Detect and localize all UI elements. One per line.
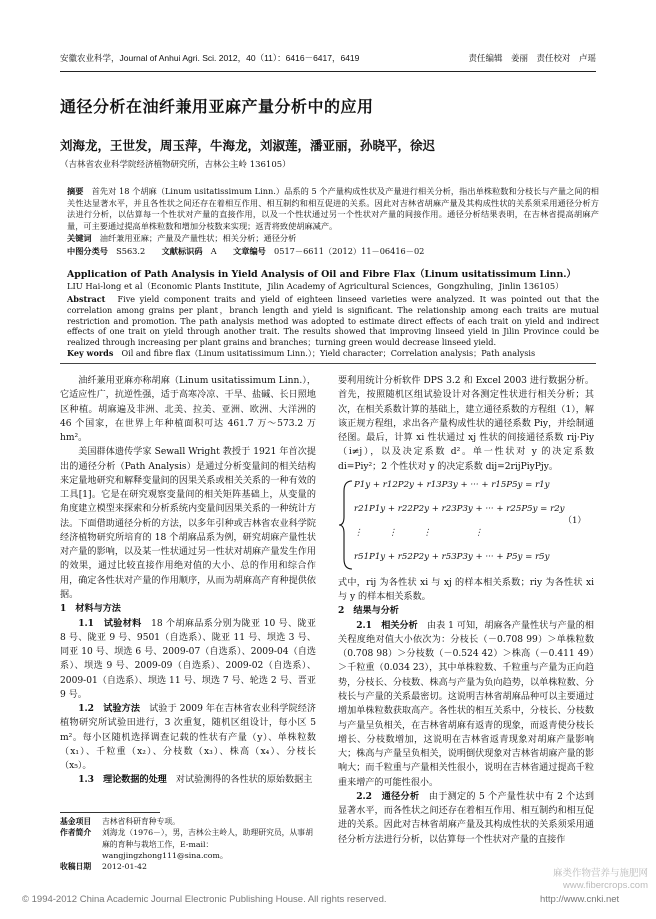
keywords-cn-label: 关键词 xyxy=(67,233,92,243)
received-date: 2012-01-42 xyxy=(102,862,147,872)
equation-row-2: r21P1y + r22P2y + r23P3y + ··· + r25P5y = r2y xyxy=(354,503,565,514)
footnote xyxy=(60,816,320,872)
section-1-3-heading: 1.3 理论数据的处理 xyxy=(78,774,167,786)
abstract-cn xyxy=(67,186,599,233)
copyright-notice: © 1994-2012 China Academic Journal Electronic Publishing House. All rights reserved. xyxy=(22,894,387,905)
article-number-label: 文章编号 xyxy=(233,246,266,256)
section-2-2 xyxy=(338,790,594,847)
section-1-3-text: 对试验测得的各性状的原始数据主 xyxy=(175,775,313,786)
equation-row-5: r51P1y + r52P2y + r53P3y + ··· + P5y = r5y xyxy=(354,551,550,562)
article-title: 通径分析在油纤兼用亚麻产量分析中的应用 xyxy=(60,97,374,116)
section-1-2 xyxy=(60,702,316,773)
author-list: 刘海龙，王世发，周玉萍，牛海龙，刘淑莲，潘亚丽，孙晓平，徐迟 xyxy=(60,138,436,153)
footnote-author xyxy=(60,827,320,861)
header-rule xyxy=(60,71,596,72)
section-2-1-text: 由表 1 可知，胡麻各产量性状与产量的相关程度绝对值大小依次为：分枝长（－0.708 99）＞单株粒数（0.708 98）＞分枝数（－0.524 42）＞株高（－0.411 49）＞千粒重（0.034 23），其中单株粒数、千粒重与产量为正向趋势，分枝长、分枝数、株高与产量为负向趋势，以单株粒数、分枝长与产量的关系最密切。这说明吉林省胡麻品种可以主要通过增加单株粒数获取高产。各性状的相互关系中，分枝长、分枝数与产量呈负相关，在吉林省胡麻有返青的现象，而返青使分枝长增长、分枝数增加，这说明在吉林省返青现象对胡麻产量影响大；株高与产量呈负相关，说明倒伏现象对吉林省胡麻产量的影响大；而千粒重与产量相关性很小，说明在吉林省通过提高千粒重来增产的可能性很小。 xyxy=(338,620,594,788)
author-bio-label: 作者简介 xyxy=(60,828,92,838)
section-2-2-heading: 2.2 通径分析 xyxy=(356,790,420,802)
fund-label: 基金项目 xyxy=(60,817,92,826)
keywords-en-label: Key words xyxy=(67,348,114,358)
section-2-heading: 2 结果与分析 xyxy=(338,605,399,617)
section-1-heading: 1 材料与方法 xyxy=(60,603,121,615)
abstract-en-text: Five yield component traits and yield of eighteen linseed varieties were analyzed. It was pointed out that the correlation among grains per plant，branch length and yield is significant. The relationship among each traits are mutual restriction and promotion. The path analysis method was adopted to estimate direct effects of each trait on yield and indirect effects of one trait on yield through another trait. The results showed that improving linseed yield in Jilin Province could be realized through increasing per plant grains and branches；turning green would decrease linseed yield. xyxy=(67,294,599,347)
watermark: 麻类作物营养与施肥网 www.fibercrops.com xyxy=(552,868,648,892)
keywords-cn xyxy=(67,233,599,245)
section-1-3 xyxy=(60,773,316,787)
clc-label: 中图分类号 xyxy=(67,246,108,256)
section-1-1-text: 18 个胡麻品系分别为陇亚 10 号、陇亚 8 号、陇亚 9 号、9501（自选系）、陇亚 11 号、坝选 3 号、同亚 10 号、坝选 6 号、2009-07（自选系）、2009-04（自选系）、坝选 9 号、2009-09（自选系）、2009-02（自选系）、2009-01（自选系）、坝选 11 号、坝选 7 号、轮选 2 号、晋亚 9 号。 xyxy=(60,618,316,700)
equation-row-ellipsis: ⋮ ⋮ ⋮ ⋮ xyxy=(354,527,483,538)
equation-explanation: 式中，rij 为各性状 xi 与 xj 的样本相关系数；riy 为各性状 xi 与 y 的样本相关系数。 xyxy=(338,577,594,603)
method-paragraph: 要利用统计分析软件 DPS 3.2 和 Excel 2003 进行数据分析。首先，按照随机区组试验设计对各测定性状进行相关分析；其次，在相关系数计算的基础上，建立通径系数的方程组（1），解该正规方程组，求出各产量构成性状的通径系数 Piy，并绘制通径图。最后，计算 xi 性状通过 xj 性状的间接通径系数 rij·Piy（i≠j），以及决定系数 d²。单一性状对 y 的决定系数 di=Piy²；2 个性状对 y 的决定系数 dij=2rijPiyPjy。 xyxy=(338,376,594,472)
section-1-1-heading: 1.1 试验材料 xyxy=(78,617,142,629)
english-author: LIU Hai-long et al（Economic Plants Institute，Jilin Academy of Agricultural Sciences，Gongzhuling，Jinlin 136105） xyxy=(67,281,564,291)
section-1-2-text: 试验于 2009 年在吉林省农业科学院经济植物研究所试验田进行，3 次重复，随机区组设计，每小区 5 m²。每小区随机选择调查记载的性状有产量（y）、单株粒数（x₁）、千粒重（x₂）、分枝数（x₃）、株高（x₄）、分枝长（x₅）。 xyxy=(60,704,316,772)
section-2-1 xyxy=(338,619,594,790)
abstract-en xyxy=(67,294,599,348)
author-bio-text: 刘海龙（1976－），男，吉林公主岭人，助理研究员，从事胡麻的育种与栽培工作，E-mail：wangjingzhong111@sina.com。 xyxy=(102,828,313,860)
footnote-received xyxy=(60,861,320,872)
intro-paragraph-1: 油纤兼用亚麻亦称胡麻（Linum usitatissimum Linn.），它适应性广，抗逆性强，适于高寒冷凉、干旱、盐碱、长日照地区种植。胡麻遍及非洲、北美、拉美、亚洲、欧洲、大洋洲的 46 个国家，在世界上年种植面积可达 461.7 万～573.2 万 hm²。 xyxy=(60,376,316,444)
abstract-cn-label: 摘要 xyxy=(67,186,84,196)
keywords-en xyxy=(67,348,599,359)
section-1-2-heading: 1.2 试验方法 xyxy=(78,703,141,715)
equation-system-1 xyxy=(338,477,594,573)
doc-code-value: A xyxy=(210,246,217,256)
section-2-2-text: 由于测定的 5 个产量性状中有 2 个达到显著水平，而各性状之间还存在着相互作用、相互制约和相互促进的关系。因此对吉林省胡麻产量及其构成性状的关系须采用通径分析方法进行分析，以估算每一个性状对产量的直接作 xyxy=(338,791,594,845)
cnki-link[interactable]: http://www.cnki.net xyxy=(540,894,620,905)
intro-paragraph-2: 美国群体遗传学家 Sewall Wright 教授于 1921 年首次提出的通径分析（Path Analysis）是通过分析变量间的相关结构来定量地研究和解释变量间的因果关系或相关关系的一种有效的工具[1]。它是在研究观察变量间的相关矩阵基础上，从变量的角度建立模型来探索和分析系统内变量间因果关系的一种统计方法。下面借助通径分析的方法，以多年引种或吉林省农业科学院经济植物研究所培育的 18 个胡麻品系为例，研究胡麻产量性状对产量的影响，以及某一性状通过另一性状对胡麻产量发生作用的效果，通过比较直接作用绝对值的大小、总的作用和综合作用，确定各性状对产量的作用顺序，从而为胡麻高产育种提供依据。 xyxy=(60,447,316,600)
editor-credits: 责任编辑 姜丽 责任校对 卢瑶 xyxy=(468,53,596,63)
journal-citation: 安徽农业科学，Journal of Anhui Agri. Sci. 2012，40（11）：6416－6417，6419 xyxy=(60,53,360,63)
abstract-cn-text: 首先对 18 个胡麻（Linum usitatissimum Linn.）品系的 5 个产量构成性状及产量进行相关分析，指出单株粒数和分枝长与产量之间的相关性达显著水平，并且各性状之间还存在着相互作用、相互制约和相互促进的关系。因此对吉林省胡麻产量及其构成性状的关系须采用通径分析方法进行分析，以估算每一个性状对产量的直接作用，以及一个性状通过另一个性状对产量的间接作用。通径分析结果表明，在吉林省提高胡麻产量，可主要通过提高单株粒数和增加分枝数来实现；返青将致使胡麻减产。 xyxy=(67,186,599,231)
equation-number: （1） xyxy=(563,515,586,526)
affiliation: （吉林省农业科学院经济植物研究所，吉林公主岭 136105） xyxy=(60,160,291,170)
doc-code-label: 文献标识码 xyxy=(161,246,203,256)
english-title: Application of Path Analysis in Yield Analysis of Oil and Fibre Flax（Linum usitatissimum Linn.） xyxy=(67,269,576,280)
abstract-en-label: Abstract xyxy=(67,294,106,304)
right-column xyxy=(338,374,594,847)
keywords-cn-text: 油纤兼用亚麻；产量及产量性状；相关分析；通径分析 xyxy=(99,233,297,243)
received-label: 收稿日期 xyxy=(60,862,92,872)
left-column xyxy=(60,374,316,788)
clc-value: S563.2 xyxy=(116,246,146,256)
footnote-fund xyxy=(60,816,320,827)
keywords-en-text: Oil and fibre flax（Linum usitatissimum Linn.）；Yield character；Correlation analysis；Path analysis xyxy=(121,348,536,358)
footnote-rule xyxy=(60,812,160,813)
section-1-1 xyxy=(60,617,316,703)
article-number-value: 0517－6611（2012）11－06416－02 xyxy=(274,246,425,256)
section-2-1-heading: 2.1 相关分析 xyxy=(356,619,418,631)
equation-row-1: P1y + r12P2y + r13P3y + ··· + r15P5y = r1y xyxy=(354,479,550,490)
running-head xyxy=(60,52,596,68)
fund-text: 吉林省科研育种专项。 xyxy=(102,817,180,826)
abstract-rule xyxy=(60,363,596,364)
classification-line xyxy=(67,246,599,258)
